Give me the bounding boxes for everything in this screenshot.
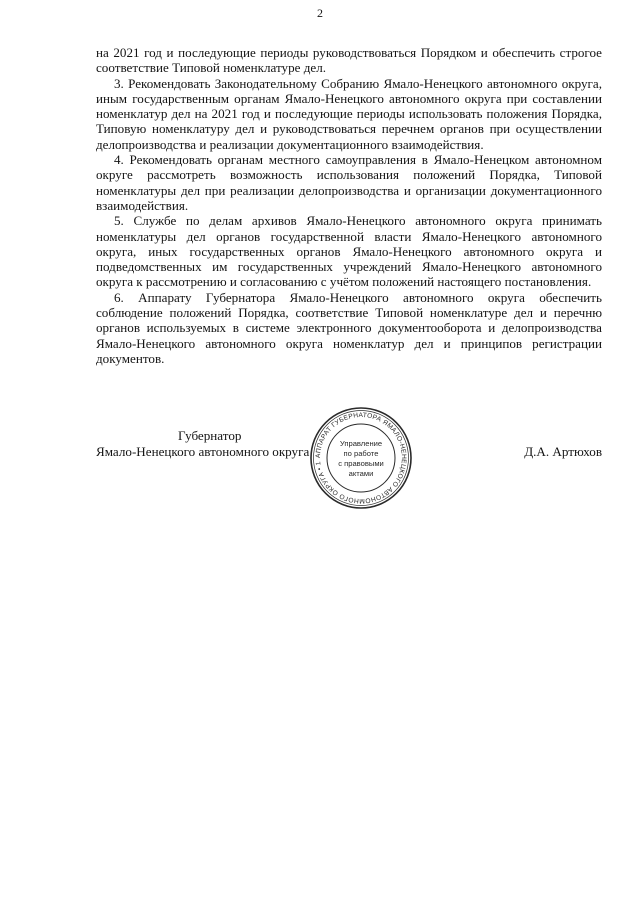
paragraph-item-5: 5. Службе по делам архивов Ямало-Ненецкого автономного округа принимать номенклатуры дел органов государственной власти Ямало-Ненецкого автономного округа, иных государственных органов Ямало-Ненецкого автономного округа и подведомственных им государственных учреждений Ямало-Ненецкого автономного округа к рассмотрению и согласованию с учётом положений настоящего постановления. xyxy=(96,213,602,290)
paragraph-continuation: на 2021 год и последующие периоды руководствоваться Порядком и обеспечить строгое соответствие Типовой номенклатуре дел. xyxy=(96,45,602,76)
official-seal-stamp xyxy=(308,405,414,511)
seal-center-line3: с правовыми xyxy=(338,459,384,468)
document-body xyxy=(96,45,602,366)
seal-center-line1: Управление xyxy=(339,439,383,448)
paragraph-item-4: 4. Рекомендовать органам местного самоуправления в Ямало-Ненецком автономном округе рассмотреть возможность использования положений Порядка, Типовой номенклатуры дел при реализации делопроизводства и организации документационного взаимодействия. xyxy=(96,152,602,213)
seal-center-line4: актами xyxy=(348,469,374,478)
signatory-name: Д.А. Артюхов xyxy=(524,444,602,459)
page-number: 2 xyxy=(317,6,323,20)
signatory-title-line1: Губернатор xyxy=(178,428,242,443)
seal-inner-ring xyxy=(327,424,395,492)
seal-center-line2: по работе xyxy=(343,449,379,458)
paragraph-item-6: 6. Аппарату Губернатора Ямало-Ненецкого автономного округа обеспечить соблюдение положений Порядка, соответствие Типовой номенклатуре дел и перечню органов используемых в системе электронного документооборота и делопроизводства Ямало-Ненецкого автономного округа номенклатур дел и принципов регистрации документов. xyxy=(96,289,602,366)
seal-outer-ring xyxy=(311,408,411,508)
seal-graphic xyxy=(308,405,414,511)
seal-ring-text: АППАРАТ ГУБЕРНАТОРА ЯМАЛО-НЕНЕЦКОГО АВТОНОМНОГО ОКРУГА • 1 xyxy=(314,411,408,505)
seal-outer-ring-inner xyxy=(314,411,409,506)
paragraph-item-3: 3. Рекомендовать Законодательному Собранию Ямало-Ненецкого автономного округа, иным государственным органам Ямало-Ненецкого автономного округа при составлении номенклатур дел на 2021 год и последующие периоды использовать положения Порядка, Типовую номенклатуру дел и руководствоваться перечнем органов при осуществлении делопроизводства и реализации документационного взаимодействия. xyxy=(96,75,602,152)
signatory-title-line2: Ямало-Ненецкого автономного округа xyxy=(96,444,310,459)
